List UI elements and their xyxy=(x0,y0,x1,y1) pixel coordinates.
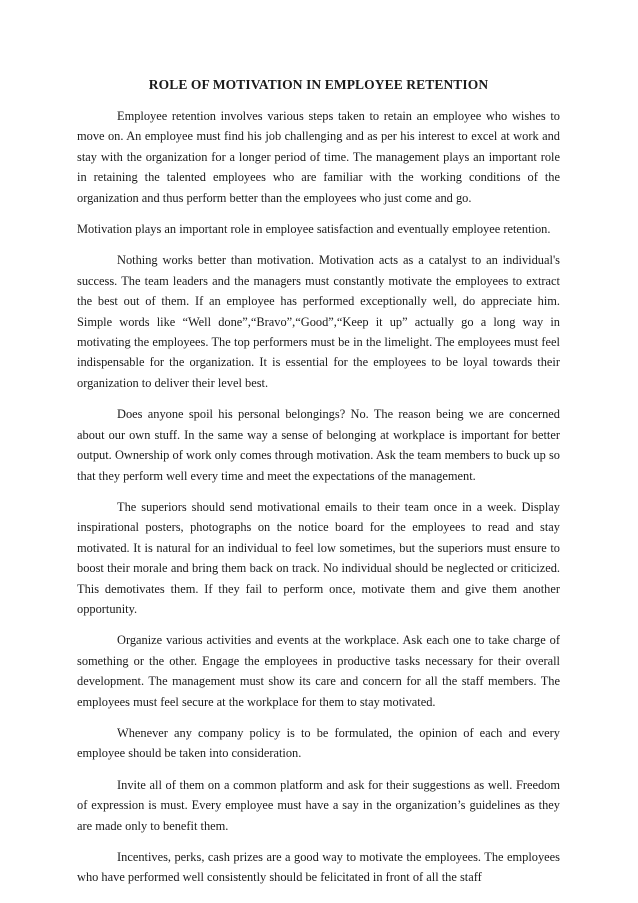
paragraph-incentives: Incentives, perks, cash prizes are a good way to motivate the employees. The employees who have performed well consistently should be felicitated in front of all the staff xyxy=(77,850,560,885)
paragraph-company-policy: Whenever any company policy is to be formulated, the opinion of each and every employee should be taken into consideration. xyxy=(77,725,560,761)
document-page xyxy=(77,76,560,899)
paragraph-superiors: The superiors should send motivational emails to their team once in a week. Display inspirational posters, photographs on the notice board for the employees to read and stay motivated. It is natural for an individual to feel low sometimes, but the superiors must ensure to boost their morale and bring them back on track. No individual should be neglected or criticized. This demotivates them. If they fail to perform once, motivate them and give them another opportunity. xyxy=(77,499,560,616)
paragraph-nothing-works: Nothing works better than motivation. Motivation acts as a catalyst to an individual's success. The team leaders and the managers must constantly motivate the employees to extract the best out of them. If an employee has performed exceptionally well, do appreciate him. Simple words like “Well done”,“Bravo”,“Good”,“Keep it up” actually go a long way in motivating the employees. The top performers must be in the limelight. The employees must feel indispensable for the organization. It is essential for the employees to be loyal towards their organization to deliver their level best. xyxy=(77,253,560,390)
paragraph-sense-of-belonging: Does anyone spoil his personal belongings? No. The reason being we are concerned about our own stuff. In the same way a sense of belonging at workplace is important for better output. Ownership of work only comes through motivation. Ask the team members to buck up so that they perform well every time and meet the expectations of the management. xyxy=(77,407,560,483)
paragraph-common-platform: Invite all of them on a common platform and ask for their suggestions as well. Freedom of expression is must. Every employee must have a say in the organization’s guidelines as they are made only to benefit them. xyxy=(77,777,560,833)
paragraph-organize-activities: Organize various activities and events at the workplace. Ask each one to take charge of something or the other. Engage the employees in productive tasks necessary for their overall development. The management must show its care and concern for all the staff members. The employees must feel secure at the workplace for them to stay motivated. xyxy=(77,633,560,709)
paragraph-employee-retention: Employee retention involves various steps taken to retain an employee who wishes to move on. An employee must find his job challenging and as per his interest to excel at work and stay with the organization for a longer period of time. The management plays an important role in retaining the talented employees who are familiar with the working conditions of the organization and thus perform better than the employees who just come and go. xyxy=(77,109,560,205)
paragraph-motivation-role: Motivation plays an important role in employee satisfaction and eventually employee retention. xyxy=(77,222,551,237)
document-title: ROLE OF MOTIVATION IN EMPLOYEE RETENTION xyxy=(148,77,489,92)
